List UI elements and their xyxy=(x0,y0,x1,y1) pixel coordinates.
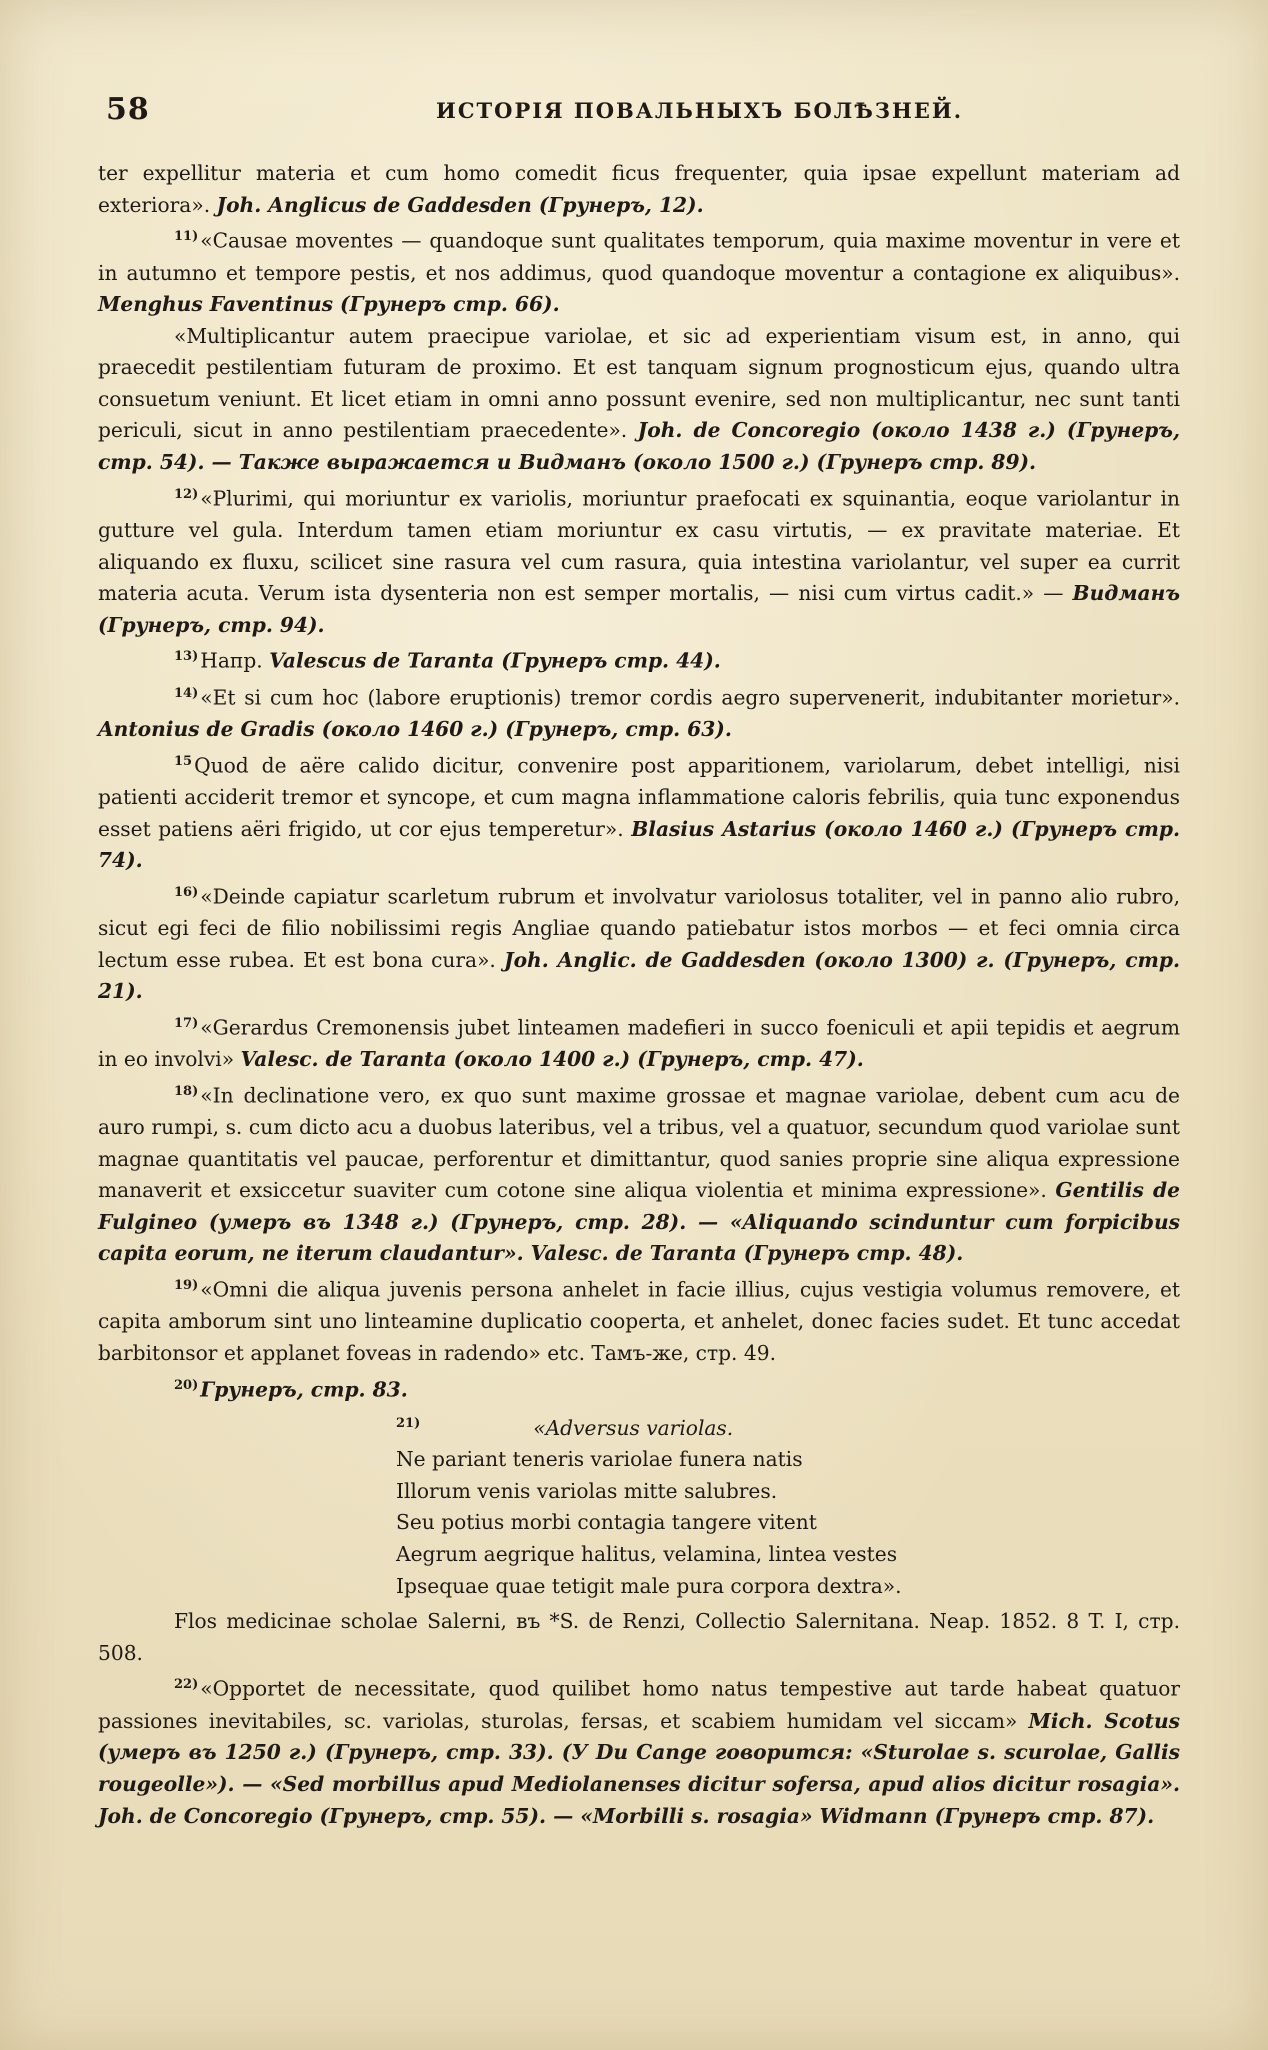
footnote-source: Mich. Scotus (умеръ въ 1250 г.) (Грунеръ, стр. 33). (У Du Cange говорится: «Sturolae s. scurolae, Gallis rougeolle»). — «Sed morbillus apud Mediolanenses dicitur sofersa, apud alios dicitur rosagia». Joh. de Concoregio (Грунеръ, стр. 55). — «Morbilli s. rosagia» Widmann (Грунеръ стр. 87). xyxy=(98,1708,1181,1828)
footnote-source: Грунеръ, стр. 83. xyxy=(200,1377,408,1402)
footnote-text: «Plurimi, qui moriuntur ex variolis, moriuntur praefocati ex squinantia, eoque variolantur in gutture vel gula. Interdum tamen etiam moriuntur ex casu virtutis, — ex pravitate materiae. Et aliquando ex fluxu, scilicet sine rasura vel cum rasura, quia intestina variolantur, vel super ea currit materia acuta. Verum ista dysenteria non est semper mortalis, — nisi cum virtus cadit.» — xyxy=(98,486,1180,606)
footnote-text: «Et si cum hoc (labore eruptionis) tremor cordis aegro supervenerit, indubitanter morietur». xyxy=(200,685,1180,710)
footnote-label: 12) xyxy=(174,486,199,502)
footnote-text: ter expellitur materia et cum homo comedit ficus frequenter, quia ipsae expellunt materiam ad exteriora». xyxy=(98,161,1180,217)
poem-line: Ipsequae quae tetigit male pura corpora dextra». xyxy=(396,1573,902,1598)
poem-line: Ne pariant teneris variolae funera natis xyxy=(396,1447,803,1472)
footnote-16 xyxy=(98,877,1180,1008)
poem-line: Seu potius morbi contagia tangere vitent xyxy=(396,1510,817,1535)
footnote-label: 18) xyxy=(174,1083,199,1099)
footnote-17 xyxy=(98,1008,1180,1076)
footnote-label: 14) xyxy=(174,685,199,701)
footnote-14 xyxy=(98,678,1180,746)
footnote-19 xyxy=(98,1270,1180,1370)
footnote-source: Valescus de Taranta (Грунеръ стр. 44). xyxy=(269,649,721,674)
footnote-text: «Multiplicantur autem praecipue variolae, et sic ad experientiam visum est, in anno, qui praecedit pestilentiam futuram de proximo. Et est tanquam signum prognosticum ejus, quando ultra consuetum veniunt. Et licet etiam in omni anno possunt evenire, sed non multiplicantur, nec sunt tanti periculi, sicut in anno pestilentiam praecedente». xyxy=(98,323,1180,443)
footnote-label: 13) xyxy=(174,649,199,665)
footnote-11-continued xyxy=(98,321,1180,479)
footnote-text: «In declinatione vero, ex quo sunt maxime grossae et magnae variolae, debent cum acu de auro rumpi, s. cum dicto acu a duobus lateribus, vel a tribus, vel a quatuor, secundum quod variolae sunt magnae quantitatis vel paucae, perforentur et dimittantur, quod sanies proprie sine aliqua expressione manaverit et exsiccetur suaviter cum cotone sine aliqua violentia et minima expressione». xyxy=(98,1083,1180,1203)
footnote-source: Joh. Anglic. de Gaddesden (около 1300) г. (Грунеръ, стр. 21). xyxy=(98,947,1180,1004)
running-title: ИСТОРІЯ ПОВАЛЬНЫХЪ БОЛѢЗНЕЙ. xyxy=(436,98,964,123)
footnote-text: «Gerardus Cremonensis jubet linteamen madefieri in succo foeniculi et apii tepidis et aegrum in eo involvi» xyxy=(98,1015,1180,1072)
poem-heading xyxy=(396,1408,1180,1444)
footnote-label: 17) xyxy=(174,1015,199,1031)
footnote-text: Напр. xyxy=(200,649,270,674)
footnote-label: 16) xyxy=(174,884,199,900)
footnote-source: Menghus Faventinus (Грунеръ стр. 66). xyxy=(98,292,560,317)
poem-line: Illorum venis variolas mitte salubres. xyxy=(396,1478,778,1503)
footnote-15 xyxy=(98,746,1180,877)
footnote-text: «Opportet de necessitate, quod quilibet homo natus tempestive aut tarde habeat quatuor passiones inevitabiles, sc. variolas, sturolas, fersas, et scabiem humidam vel siccam» xyxy=(98,1677,1180,1733)
footnote-continuation xyxy=(98,158,1180,221)
poem-source: Flos medicinae scholae Salerni, въ *S. de Renzi, Collectio Salernitana. Neap. 1852. 8 T. I, стр. 508. xyxy=(98,1609,1180,1665)
footnote-label: 20) xyxy=(174,1377,199,1393)
footnote-source: Joh. Anglicus de Gaddesden (Грунеръ, 12). xyxy=(216,192,704,217)
footnote-label: 22) xyxy=(174,1677,199,1693)
footnote-source: Blasius Astarius (около 1460 г.) (Грунеръ стр. 74). xyxy=(98,816,1180,873)
footnote-label: 15 xyxy=(174,753,193,769)
footnote-source: Valesc. de Taranta (около 1400 г.) (Грунеръ, стр. 47). xyxy=(240,1047,864,1072)
footnote-11 xyxy=(98,221,1180,321)
footnote-22 xyxy=(98,1669,1180,1832)
footnote-13 xyxy=(98,641,1180,677)
page-number: 58 xyxy=(106,92,150,127)
footnote-label: 21) xyxy=(396,1415,421,1431)
page-header xyxy=(106,92,1176,126)
footnote-18 xyxy=(98,1076,1180,1270)
footnote-text: «Deinde capiatur scarletum rubrum et involvatur variolosus totaliter, vel in panno alio rubro, sicut egi feci de filio nobilissimi regis Angliae quando patiebatur istos morbos — et feci omnia circa lectum esse rubea. Et est bona cura». xyxy=(98,884,1180,972)
poem-block xyxy=(396,1408,1180,1602)
footnote-text: «Causae moventes — quandoque sunt qualitates temporum, quia maxime moventur in vere et in autumno et tempore pestis, et nos addimus, quod quandoque moventur a contagione ex aliquibus». xyxy=(98,228,1180,285)
footnote-source: Antonius de Gradis (около 1460 г.) (Грунеръ, стр. 63). xyxy=(98,717,732,742)
footnotes-body xyxy=(98,158,1180,1832)
footnote-source: Видманъ (Грунеръ, стр. 94). xyxy=(98,581,1180,637)
footnote-text: «Omni die aliqua juvenis persona anhelet in facie illius, cujus vestigia volumus removere, et capita amborum sint uno linteamine duplicatio cooperta, et anhelet, donec facies sudet. Et tunc accedat barbitonsor et applanet foveas in radendo» etc. Тамъ-же, стр. 49. xyxy=(98,1277,1180,1365)
footnote-label: 19) xyxy=(174,1278,199,1294)
footnote-source: Gentilis de Fulgineo (умеръ въ 1348 г.) (Грунеръ, стр. 28). — «Aliquando scinduntur cum forpicibus capita eorum, ne iterum claudantur». Valesc. de Taranta (Грунеръ стр. 48). xyxy=(98,1178,1180,1266)
poem-title: «Adversus variolas. xyxy=(533,1415,734,1440)
footnote-label: 11) xyxy=(174,229,199,245)
footnote-20 xyxy=(98,1370,1180,1406)
footnote-source: Joh. de Concoregio (около 1438 г.) (Грунеръ, стр. 54). — Также выражается и Видманъ (около 1500 г.) (Грунеръ стр. 89). xyxy=(98,418,1180,475)
footnote-12 xyxy=(98,479,1180,642)
poem-line: Aegrum aegrique halitus, velamina, lintea vestes xyxy=(396,1542,898,1567)
footnote-text: Quod de aëre calido dicitur, convenire post apparitionem, variolarum, debet intelligi, nisi patienti acciderit tremor et syncope, et cum magna inflammatione caloris febrilis, quia tunc exponendus esset patiens aëri frigido, ut cor ejus temperetur». xyxy=(98,753,1180,841)
